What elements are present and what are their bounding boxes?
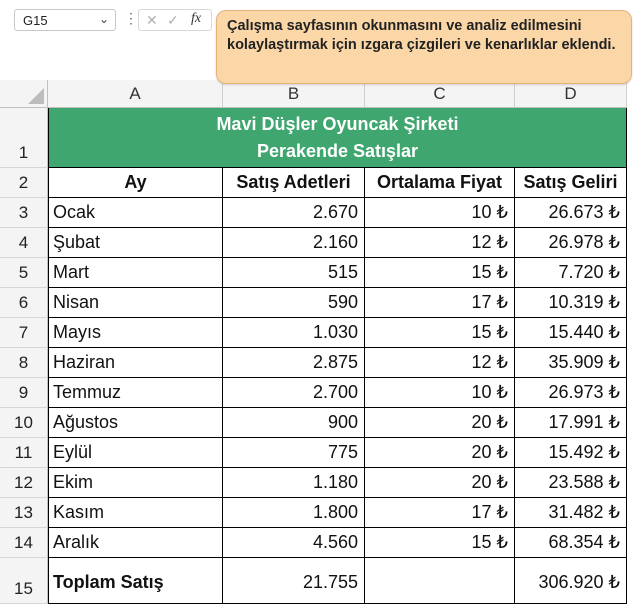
revenue-cell[interactable] (515, 528, 627, 558)
price-cell[interactable] (365, 498, 515, 528)
row-header[interactable] (0, 468, 48, 498)
checkmark-icon[interactable]: ✓ (167, 12, 179, 28)
total-revenue: 306.920 ₺ (538, 572, 620, 592)
row-header[interactable] (0, 378, 48, 408)
price-value: 10 ₺ (471, 202, 508, 222)
row-number: 4 (18, 233, 29, 252)
month-cell[interactable] (48, 258, 223, 288)
price-cell[interactable] (365, 288, 515, 318)
month-cell[interactable] (48, 468, 223, 498)
units-cell[interactable] (223, 288, 365, 318)
month-value: Şubat (53, 232, 101, 252)
month-cell[interactable] (48, 438, 223, 468)
row-header[interactable] (0, 528, 48, 558)
name-box[interactable] (14, 9, 116, 31)
price-value: 20 ₺ (471, 472, 508, 492)
units-cell[interactable] (223, 468, 365, 498)
price-value: 17 ₺ (471, 502, 508, 522)
row-number: 6 (18, 293, 29, 312)
price-value: 15 ₺ (471, 532, 508, 552)
revenue-value: 10.319 ₺ (548, 292, 620, 312)
month-cell[interactable] (48, 408, 223, 438)
revenue-value: 26.978 ₺ (548, 232, 620, 252)
units-cell[interactable] (223, 438, 365, 468)
header-price-label: Ortalama Fiyat (376, 172, 503, 192)
row-header[interactable] (0, 558, 48, 604)
revenue-value: 17.991 ₺ (548, 412, 620, 432)
units-cell[interactable] (223, 498, 365, 528)
units-value: 2.160 (312, 232, 358, 252)
units-value: 590 (327, 292, 358, 312)
revenue-cell[interactable] (515, 378, 627, 408)
units-cell[interactable] (223, 408, 365, 438)
units-cell[interactable] (223, 378, 365, 408)
month-value: Haziran (53, 352, 116, 372)
revenue-cell[interactable] (515, 228, 627, 258)
row-number: 10 (14, 413, 33, 432)
price-cell[interactable] (365, 258, 515, 288)
revenue-cell[interactable] (515, 408, 627, 438)
units-cell[interactable] (223, 258, 365, 288)
units-value: 2.875 (312, 352, 358, 372)
column-header-d[interactable]: D (515, 80, 627, 108)
revenue-cell[interactable] (515, 498, 627, 528)
units-cell[interactable] (223, 198, 365, 228)
revenue-value: 35.909 ₺ (548, 352, 620, 372)
month-cell[interactable] (48, 528, 223, 558)
units-cell[interactable] (223, 228, 365, 258)
price-cell[interactable] (365, 348, 515, 378)
month-cell[interactable] (48, 318, 223, 348)
formula-buttons (138, 9, 212, 31)
price-cell[interactable] (365, 528, 515, 558)
row-header[interactable] (0, 318, 48, 348)
column-header-b[interactable]: B (223, 80, 365, 108)
row-number: 8 (18, 353, 29, 372)
chevron-down-icon[interactable]: ⌄ (98, 12, 109, 26)
column-header-a[interactable]: A (48, 80, 223, 108)
header-units[interactable] (223, 168, 365, 198)
header-revenue[interactable] (515, 168, 627, 198)
price-value: 15 ₺ (471, 322, 508, 342)
total-label-cell[interactable] (48, 558, 223, 604)
units-cell[interactable] (223, 318, 365, 348)
cancel-icon[interactable]: ✕ (146, 12, 158, 28)
month-cell[interactable] (48, 348, 223, 378)
row-number: 3 (18, 203, 29, 222)
month-value: Mart (53, 262, 89, 282)
month-value: Ekim (53, 472, 93, 492)
units-cell[interactable] (223, 528, 365, 558)
units-value: 775 (327, 442, 358, 462)
select-all-corner[interactable] (0, 80, 48, 108)
row-number: 1 (18, 143, 29, 162)
row-header[interactable] (0, 348, 48, 378)
row-header[interactable] (0, 168, 48, 198)
header-month-label: Ay (124, 172, 147, 192)
row-header[interactable] (0, 228, 48, 258)
report-subtitle: Perakende Satışlar (256, 141, 419, 161)
row-header[interactable] (0, 408, 48, 438)
price-value: 17 ₺ (471, 292, 508, 312)
title-cell[interactable] (48, 108, 627, 168)
month-value: Ocak (53, 202, 96, 222)
price-value: 20 ₺ (471, 412, 508, 432)
price-cell[interactable] (365, 438, 515, 468)
price-cell[interactable] (365, 468, 515, 498)
units-value: 2.700 (312, 382, 358, 402)
price-cell[interactable] (365, 198, 515, 228)
row-header[interactable] (0, 288, 48, 318)
month-cell[interactable] (48, 198, 223, 228)
month-value: Eylül (53, 442, 93, 462)
header-month[interactable] (48, 168, 223, 198)
units-value: 4.560 (312, 532, 358, 552)
price-value: 15 ₺ (471, 262, 508, 282)
row-number: 14 (14, 533, 33, 552)
row-header[interactable] (0, 258, 48, 288)
more-options-icon[interactable]: ⋮ (124, 10, 138, 26)
units-value: 2.670 (312, 202, 358, 222)
row-number: 9 (18, 383, 29, 402)
revenue-cell[interactable] (515, 198, 627, 228)
row-number: 5 (18, 263, 29, 282)
month-cell[interactable] (48, 288, 223, 318)
select-all-triangle-icon (28, 88, 44, 104)
units-value: 900 (327, 412, 358, 432)
month-cell[interactable] (48, 378, 223, 408)
month-value: Mayıs (53, 322, 102, 342)
revenue-cell[interactable] (515, 318, 627, 348)
row-number: 7 (18, 323, 29, 342)
price-value: 12 ₺ (471, 232, 508, 252)
month-value: Kasım (53, 502, 105, 522)
insert-function-icon[interactable]: fx (191, 11, 202, 26)
row-number: 13 (14, 503, 33, 522)
row-number: 12 (14, 473, 33, 492)
revenue-value: 31.482 ₺ (548, 502, 620, 522)
units-value: 515 (327, 262, 358, 282)
month-value: Ağustos (53, 412, 119, 432)
revenue-cell[interactable] (515, 348, 627, 378)
units-value: 1.180 (312, 472, 358, 492)
revenue-value: 26.673 ₺ (548, 202, 620, 222)
revenue-value: 7.720 ₺ (558, 262, 620, 282)
total-label: Toplam Satış (53, 572, 164, 592)
info-tooltip: Çalışma sayfasının okunmasını ve analiz edilmesini kolaylaştırmak için ızgara çizgileri ve kenarlıklar eklendi. (216, 10, 632, 84)
revenue-cell[interactable] (515, 288, 627, 318)
header-revenue-label: Satış Geliri (523, 172, 618, 192)
price-cell[interactable] (365, 228, 515, 258)
column-header-c[interactable]: C (365, 80, 515, 108)
price-cell[interactable] (365, 378, 515, 408)
price-value: 12 ₺ (471, 352, 508, 372)
total-units-cell[interactable] (223, 558, 365, 604)
row-header[interactable] (0, 498, 48, 528)
month-cell[interactable] (48, 498, 223, 528)
revenue-value: 26.973 ₺ (548, 382, 620, 402)
price-cell[interactable] (365, 318, 515, 348)
price-value: 20 ₺ (471, 442, 508, 462)
header-units-label: Satış Adetleri (236, 172, 351, 192)
total-price-cell[interactable] (365, 558, 515, 604)
units-value: 1.030 (312, 322, 358, 342)
header-price[interactable] (365, 168, 515, 198)
units-value: 1.800 (312, 502, 358, 522)
month-value: Aralık (53, 532, 100, 552)
total-units: 21.755 (302, 572, 358, 592)
row-header[interactable] (0, 198, 48, 228)
revenue-value: 15.440 ₺ (548, 322, 620, 342)
row-number: 2 (18, 173, 29, 192)
revenue-cell[interactable] (515, 438, 627, 468)
revenue-cell[interactable] (515, 258, 627, 288)
revenue-value: 15.492 ₺ (548, 442, 620, 462)
row-number: 15 (14, 579, 33, 598)
name-box-value: G15 (23, 13, 48, 28)
row-number: 11 (14, 443, 33, 462)
row-header[interactable] (0, 438, 48, 468)
price-value: 10 ₺ (471, 382, 508, 402)
revenue-value: 23.588 ₺ (548, 472, 620, 492)
revenue-cell[interactable] (515, 468, 627, 498)
units-cell[interactable] (223, 348, 365, 378)
row-header[interactable] (0, 108, 48, 168)
month-value: Temmuz (53, 382, 122, 402)
total-revenue-cell[interactable] (515, 558, 627, 604)
company-title: Mavi Düşler Oyuncak Şirketi (216, 114, 459, 134)
revenue-value: 68.354 ₺ (548, 532, 620, 552)
price-cell[interactable] (365, 408, 515, 438)
month-value: Nisan (53, 292, 100, 312)
month-cell[interactable] (48, 228, 223, 258)
